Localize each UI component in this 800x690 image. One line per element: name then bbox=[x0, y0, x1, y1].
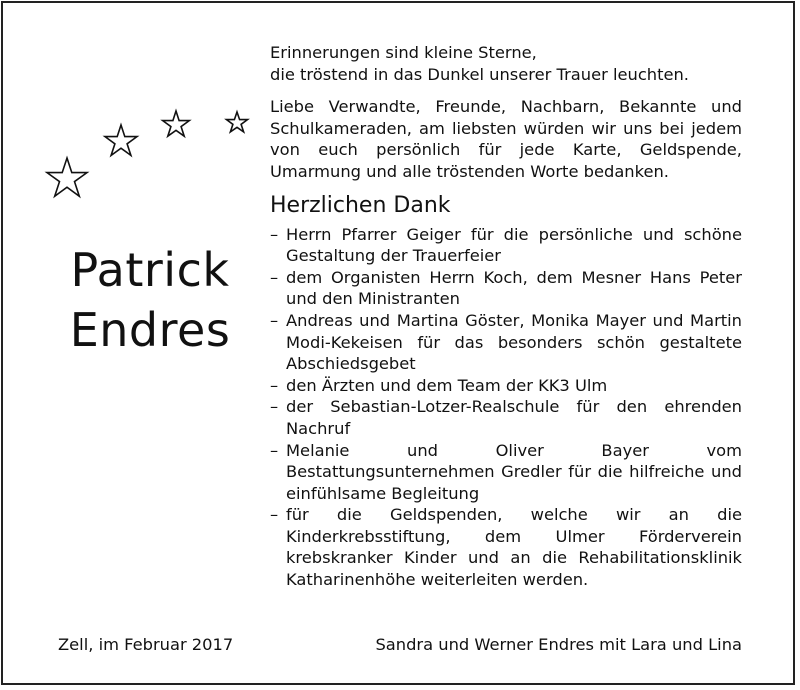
thanks-item: – für die Geldspenden, welche wir an die Kinderkrebsstiftung, dem Ulmer Förderverein krebskranker Kinder und an die Rehabilitationsklinik Katharinenhöhe weiterleiten werden. bbox=[270, 504, 742, 590]
thanks-item: – den Ärzten und dem Team der KK3 Ulm bbox=[270, 375, 742, 397]
star-icon bbox=[163, 111, 190, 136]
thanks-item: – Herrn Pfarrer Geiger für die persönliche und schöne Gestaltung der Trauerfeier bbox=[270, 224, 742, 267]
star-icon bbox=[105, 125, 137, 155]
place-date: Zell, im Februar 2017 bbox=[58, 635, 234, 654]
first-name: Patrick bbox=[70, 243, 230, 297]
notice-content bbox=[270, 42, 742, 591]
thanks-heading: Herzlichen Dank bbox=[270, 192, 451, 218]
quote-line: die tröstend in das Dunkel unserer Trauer leuchten. bbox=[270, 64, 689, 84]
thanks-list bbox=[270, 224, 742, 591]
stars-decoration bbox=[0, 0, 270, 220]
deceased-name bbox=[50, 240, 250, 360]
thanks-item: – Andreas und Martina Göster, Monika Mayer und Martin Modi-Kekeisen für das besonders schön gestaltete Abschiedsgebet bbox=[270, 310, 742, 375]
last-name: Endres bbox=[69, 303, 231, 357]
intro-paragraph: Liebe Verwandte, Freunde, Nachbarn, Bekannte und Schulkameraden, am liebsten würden wir uns bei jedem von euch persönlich für jede Karte, Geldspende, Umarmung und alle tröstenden Worte bedanken. bbox=[270, 97, 742, 181]
thanks-item: – der Sebastian-Lotzer-Realschule für den ehrenden Nachruf bbox=[270, 396, 742, 439]
thanks-item: – dem Organisten Herrn Koch, dem Mesner Hans Peter und den Ministranten bbox=[270, 267, 742, 310]
thanks-item: – Melanie und Oliver Bayer vom Bestattungsunternehmen Gredler für die hilfreiche und einfühlsame Begleitung bbox=[270, 440, 742, 505]
star-icon bbox=[227, 112, 248, 132]
star-icon bbox=[47, 158, 87, 196]
quote bbox=[270, 42, 742, 85]
quote-line: Erinnerungen sind kleine Sterne, bbox=[270, 43, 537, 62]
signature: Sandra und Werner Endres mit Lara und Lina bbox=[375, 635, 742, 654]
